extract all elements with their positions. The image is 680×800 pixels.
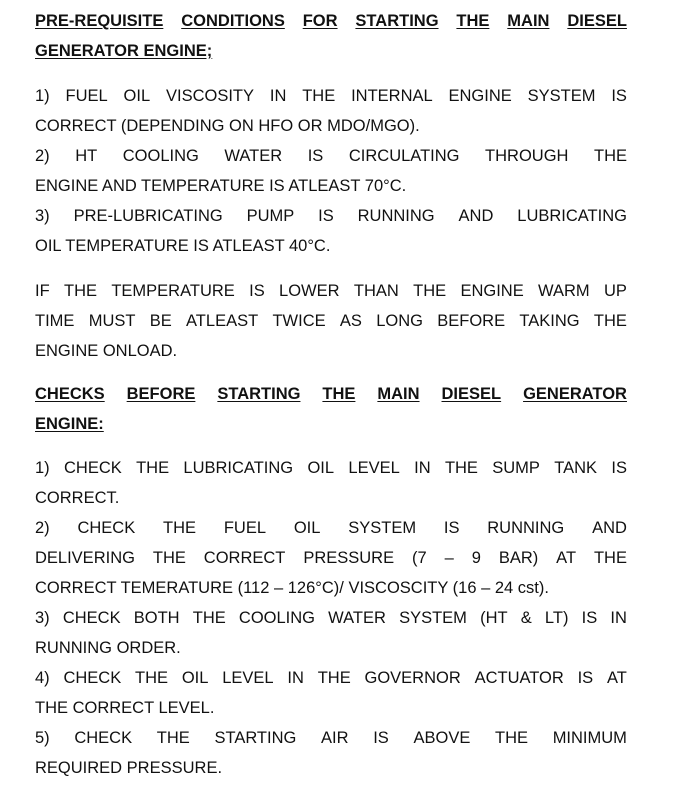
text-word: 2) [35,519,50,537]
text-word: ENGINE [448,87,512,105]
text-word: IS [373,729,389,747]
text-word: THE [495,729,529,747]
text-word: (HT [480,609,508,627]
section1-heading-line2: GENERATOR ENGINE; [35,42,213,60]
text-word: CHECK [63,669,122,687]
section2-item2-line2 [35,548,627,568]
text-word: SYSTEM [348,519,417,537]
text-word: FUEL [223,519,267,537]
text-word: OIL [123,87,151,105]
text-word: THE [163,519,197,537]
section1-item3-line1 [35,206,627,226]
text-word: LEVEL [348,459,400,477]
text-word: LEVEL [222,669,274,687]
note-line3: ENGINE ONLOAD. [35,342,178,360]
section2-item4-line2: THE CORRECT LEVEL. [35,699,215,717]
text-word: CHECK [64,459,122,477]
text-word: LONG [376,312,423,330]
text-word: PRE-LUBRICATING [73,207,223,225]
text-word: THE [594,147,627,165]
text-word: AND [592,519,627,537]
heading-word: DIESEL [441,385,502,403]
text-word: AS [339,312,362,330]
heading-word: THE [322,385,356,403]
heading-word: MAIN [507,12,550,30]
text-word: IN [269,87,287,105]
text-word: THE [593,549,627,567]
text-word: GOVERNOR [364,669,461,687]
text-word: CHECK [74,729,133,747]
text-word: IS [443,519,460,537]
text-word: COOLING [238,609,316,627]
text-word: – [444,549,454,567]
text-word: THE [317,669,351,687]
text-word: ATLEAST [186,312,259,330]
heading-word: MAIN [377,385,420,403]
text-word: AIR [321,729,349,747]
text-word: PRESSURE [303,549,395,567]
text-word: HT [75,147,98,165]
text-word: UP [604,282,627,300]
text-word: IF [35,282,50,300]
text-word: CORRECT [203,549,286,567]
text-word: 4) [35,669,50,687]
heading-word: STARTING [355,12,439,30]
text-word: AT [606,669,627,687]
text-word: LT) [544,609,569,627]
heading-word: BEFORE [126,385,196,403]
text-word: ACTUATOR [474,669,564,687]
text-word: ENGINE [460,282,524,300]
text-word: (7 [412,549,427,567]
text-word: THE [64,282,97,300]
heading-word: DIESEL [567,12,627,30]
text-word: LOWER [279,282,340,300]
text-word: IS [611,459,627,477]
text-word: FUEL [65,87,108,105]
text-word: IN [414,459,431,477]
text-word: 3) [35,207,50,225]
text-word: IS [581,609,598,627]
text-word: TEMPERATURE [111,282,235,300]
text-word: BOTH [133,609,180,627]
text-word: 9 [471,549,481,567]
text-word: THE [302,87,336,105]
text-word: OIL [307,459,335,477]
text-word: IN [287,669,304,687]
text-word: LUBRICATING [517,207,627,225]
text-word: IS [577,669,594,687]
text-word: 3) [35,609,50,627]
text-word: VISCOSITY [166,87,255,105]
text-word: THE [152,549,186,567]
text-word: PUMP [246,207,295,225]
section1-item3-line2: OIL TEMPERATURE IS ATLEAST 40°C. [35,237,331,255]
text-word: 5) [35,729,50,747]
text-word: SYSTEM [399,609,467,627]
section2-item5-line1 [35,728,627,748]
text-word: OIL [293,519,321,537]
text-word: ABOVE [413,729,471,747]
text-word: THE [413,282,447,300]
text-word: LUBRICATING [183,459,294,477]
text-word: THE [444,459,478,477]
text-word: THE [136,459,170,477]
section2-item1-line2: CORRECT. [35,489,120,507]
text-word: THAN [353,282,399,300]
text-word: THE [156,729,190,747]
text-word: CIRCULATING [348,147,460,165]
text-word: THE [192,609,226,627]
text-word: STARTING [214,729,297,747]
note-line1 [35,281,627,301]
section2-item2-line1 [35,518,627,538]
section1-item1-line1 [35,86,627,106]
note-line2 [35,311,627,331]
text-word: BE [149,312,172,330]
section2-heading-line1 [35,384,627,404]
text-word: IS [307,147,324,165]
heading-word: FOR [302,12,338,30]
text-word: RUNNING [357,207,435,225]
text-word: TIME [35,312,75,330]
text-word: TWICE [272,312,326,330]
section2-heading-line2: ENGINE: [35,415,104,433]
heading-word: THE [456,12,490,30]
section2-item2-line3: CORRECT TEMERATURE (112 – 126°C)/ VISCOSCITY (16 – 24 cst). [35,579,549,597]
text-word: AT [556,549,577,567]
text-word: THE [135,669,169,687]
section1-item2-line1 [35,146,627,166]
text-word: IS [249,282,265,300]
text-word: BEFORE [437,312,506,330]
text-word: INTERNAL [351,87,433,105]
text-word: CHECK [62,609,121,627]
text-word: CHECK [77,519,136,537]
heading-word: PRE-REQUISITE [35,12,164,30]
text-word: AND [458,207,494,225]
section1-heading-line1 [35,11,627,31]
text-word: OIL [181,669,209,687]
text-word: & [520,609,532,627]
section2-item5-line2: REQUIRED PRESSURE. [35,759,223,777]
heading-word: STARTING [217,385,301,403]
section2-item3-line1 [35,608,627,628]
section1-item1-line2: CORRECT (DEPENDING ON HFO OR MDO/MGO). [35,117,420,135]
heading-word: CONDITIONS [181,12,285,30]
text-word: DELIVERING [35,549,135,567]
text-word: IS [611,87,627,105]
text-word: THROUGH [485,147,569,165]
text-word: TANK [554,459,598,477]
text-word: BAR) [498,549,539,567]
text-word: IN [610,609,627,627]
text-word: IS [318,207,334,225]
section2-item4-line1 [35,668,627,688]
text-word: MINIMUM [552,729,627,747]
section1-item2-line2: ENGINE AND TEMPERATURE IS ATLEAST 70°C. [35,177,407,195]
heading-word: GENERATOR [523,385,627,403]
text-word: MUST [88,312,136,330]
text-word: 2) [35,147,50,165]
text-word: TAKING [519,312,580,330]
text-word: WARM [538,282,590,300]
text-word: WATER [328,609,386,627]
text-word: SYSTEM [527,87,596,105]
text-word: 1) [35,459,50,477]
text-word: SUMP [492,459,540,477]
section2-item1-line1 [35,458,627,478]
heading-word: CHECKS [35,385,105,403]
text-word: 1) [35,87,50,105]
text-word: THE [593,312,627,330]
text-word: WATER [224,147,283,165]
section2-item3-line2: RUNNING ORDER. [35,639,181,657]
text-word: RUNNING [487,519,565,537]
text-word: COOLING [122,147,199,165]
